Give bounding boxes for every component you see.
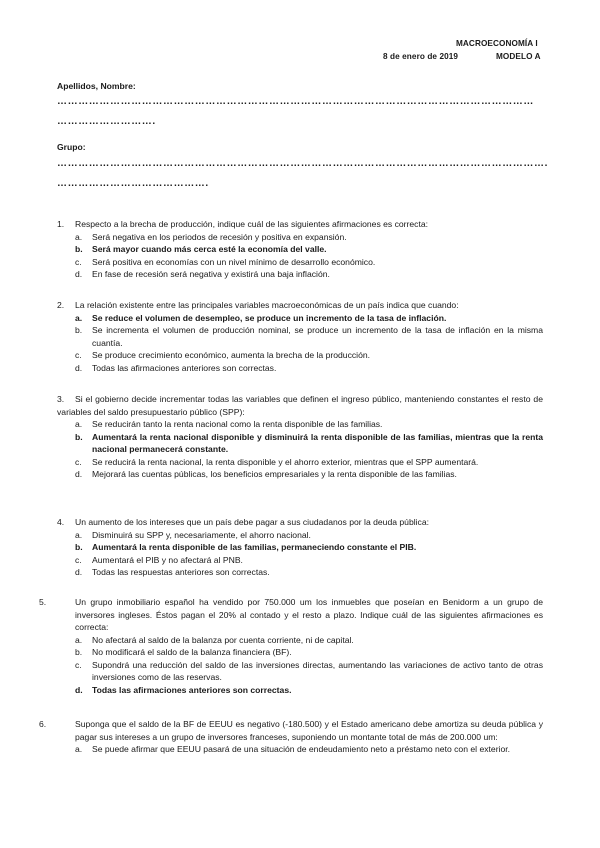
name-label: Apellidos, Nombre:: [57, 81, 136, 91]
question-number: 2.: [57, 300, 65, 310]
option-3d: d. Mejorará las cuentas públicas, los beneficios empresariales y la renta disponible de las familias.: [75, 469, 457, 479]
option-6a: a. Se puede afirmar que EEUU pasará de una situación de endeudamiento neto a préstamo neto con el exterior.: [75, 744, 511, 754]
name-line-2[interactable]: ……………………….: [57, 116, 156, 127]
question-4: [57, 516, 543, 579]
group-line-1[interactable]: ………………………………………………………………………………………………………………………….: [57, 158, 548, 169]
option-5b: b. No modificará el saldo de la balanza financiera (BF).: [75, 647, 292, 657]
exam-model: MODELO A: [496, 52, 541, 61]
name-line-1[interactable]: ………………………………………………………………………………………………………………………: [57, 96, 534, 107]
option-2d: d. Todas las afirmaciones anteriores son correctas.: [75, 362, 277, 373]
question-number: 1.: [57, 219, 65, 229]
question-1: [57, 218, 543, 281]
question-stem: Si el gobierno decide incrementar todas las variables que definen el ingreso público, manteniendo constantes el resto de variables del saldo presupuestario público (SPP):: [57, 394, 543, 417]
option-4a: a. Disminuirá su SPP y, necesariamente, el ahorro nacional.: [75, 529, 311, 540]
option-2c: c. Se produce crecimiento económico, aumenta la brecha de la producción.: [75, 350, 371, 360]
question-number: 6.: [39, 719, 47, 729]
option-1d: d. En fase de recesión será negativa y existirá una baja inflación.: [75, 269, 330, 279]
question-stem: Un aumento de los intereses que un país debe pagar a sus ciudadanos por la deuda pública:: [75, 517, 430, 527]
question-number: 4.: [57, 517, 65, 527]
option-4c: c. Aumentará el PIB y no afectará al PNB.: [75, 554, 243, 565]
option-1b: b. Será mayor cuando más cerca esté la economía del valle.: [75, 244, 327, 254]
question-5: [39, 596, 543, 696]
question-3: [57, 393, 543, 481]
question-6: [39, 718, 543, 756]
option-2b: b. Se incrementa el volumen de producción nominal, se produce un incremento de la tasa de inflación en la misma cuantía.: [75, 325, 543, 348]
group-line-2[interactable]: …………………………………….: [57, 178, 209, 189]
question-stem: Suponga que el saldo de la BF de EEUU es negativo (-180.500) y el Estado americano debe amortiza su deuda pública y pagar sus intereses a un grupo de inversores franceses, suponiendo un montante total de más de 200.000 um:: [75, 719, 543, 742]
subject-title: MACROECONOMÍA I: [456, 39, 538, 48]
question-stem: La relación existente entre las principales variables macroeconómicas de un país indica que cuando:: [75, 300, 459, 310]
option-3a: a. Se reducirán tanto la renta nacional como la renta disponible de las familias.: [75, 419, 383, 429]
exam-date: 8 de enero de 2019: [383, 52, 459, 61]
option-4b: b. Aumentará la renta disponible de las familias, permaneciendo constante el PIB.: [75, 542, 417, 552]
question-2: [57, 299, 543, 374]
option-1c: c. Será positiva en economías con un nivel mínimo de desarrollo económico.: [75, 256, 376, 267]
group-label: Grupo:: [57, 142, 86, 152]
question-number: 5.: [39, 597, 47, 607]
question-stem: Un grupo inmobiliario español ha vendido por 750.000 um los inmuebles que poseían en Benidorm a un grupo de inversores ingleses. Éstos pagan el 20% al contado y el resto a plazo. Indique cuál de las siguientes afirmaciones es correcta:: [75, 597, 543, 632]
option-3c: c. Se reducirá la renta nacional, la renta disponible y el ahorro exterior, mientras que el SPP aumentará.: [75, 456, 479, 467]
option-3b: b. Aumentará la renta nacional disponible y disminuirá la renta disponible de las familias, mientras que la renta nacional permanecerá constante.: [75, 431, 543, 454]
option-5a: a. No afectará al saldo de la balanza por cuenta corriente, ni de capital.: [75, 634, 354, 645]
option-1a: a. Será negativa en los periodos de recesión y positiva en expansión.: [75, 231, 347, 242]
option-5c: c. Supondrá una reducción del saldo de las inversiones directas, aumentando las variaciones de activo tanto de otras inversiones como de las reservas.: [75, 659, 543, 682]
question-stem: Respecto a la brecha de producción, indique cuál de las siguientes afirmaciones es correcta:: [75, 219, 429, 229]
option-4d: d. Todas las respuestas anteriores son correctas.: [75, 567, 270, 577]
option-2a: a. Se reduce el volumen de desempleo, se produce un incremento de la tasa de inflación.: [75, 312, 447, 323]
option-5d: d. Todas las afirmaciones anteriores son correctas.: [75, 684, 292, 695]
question-number: 3.: [57, 394, 65, 404]
